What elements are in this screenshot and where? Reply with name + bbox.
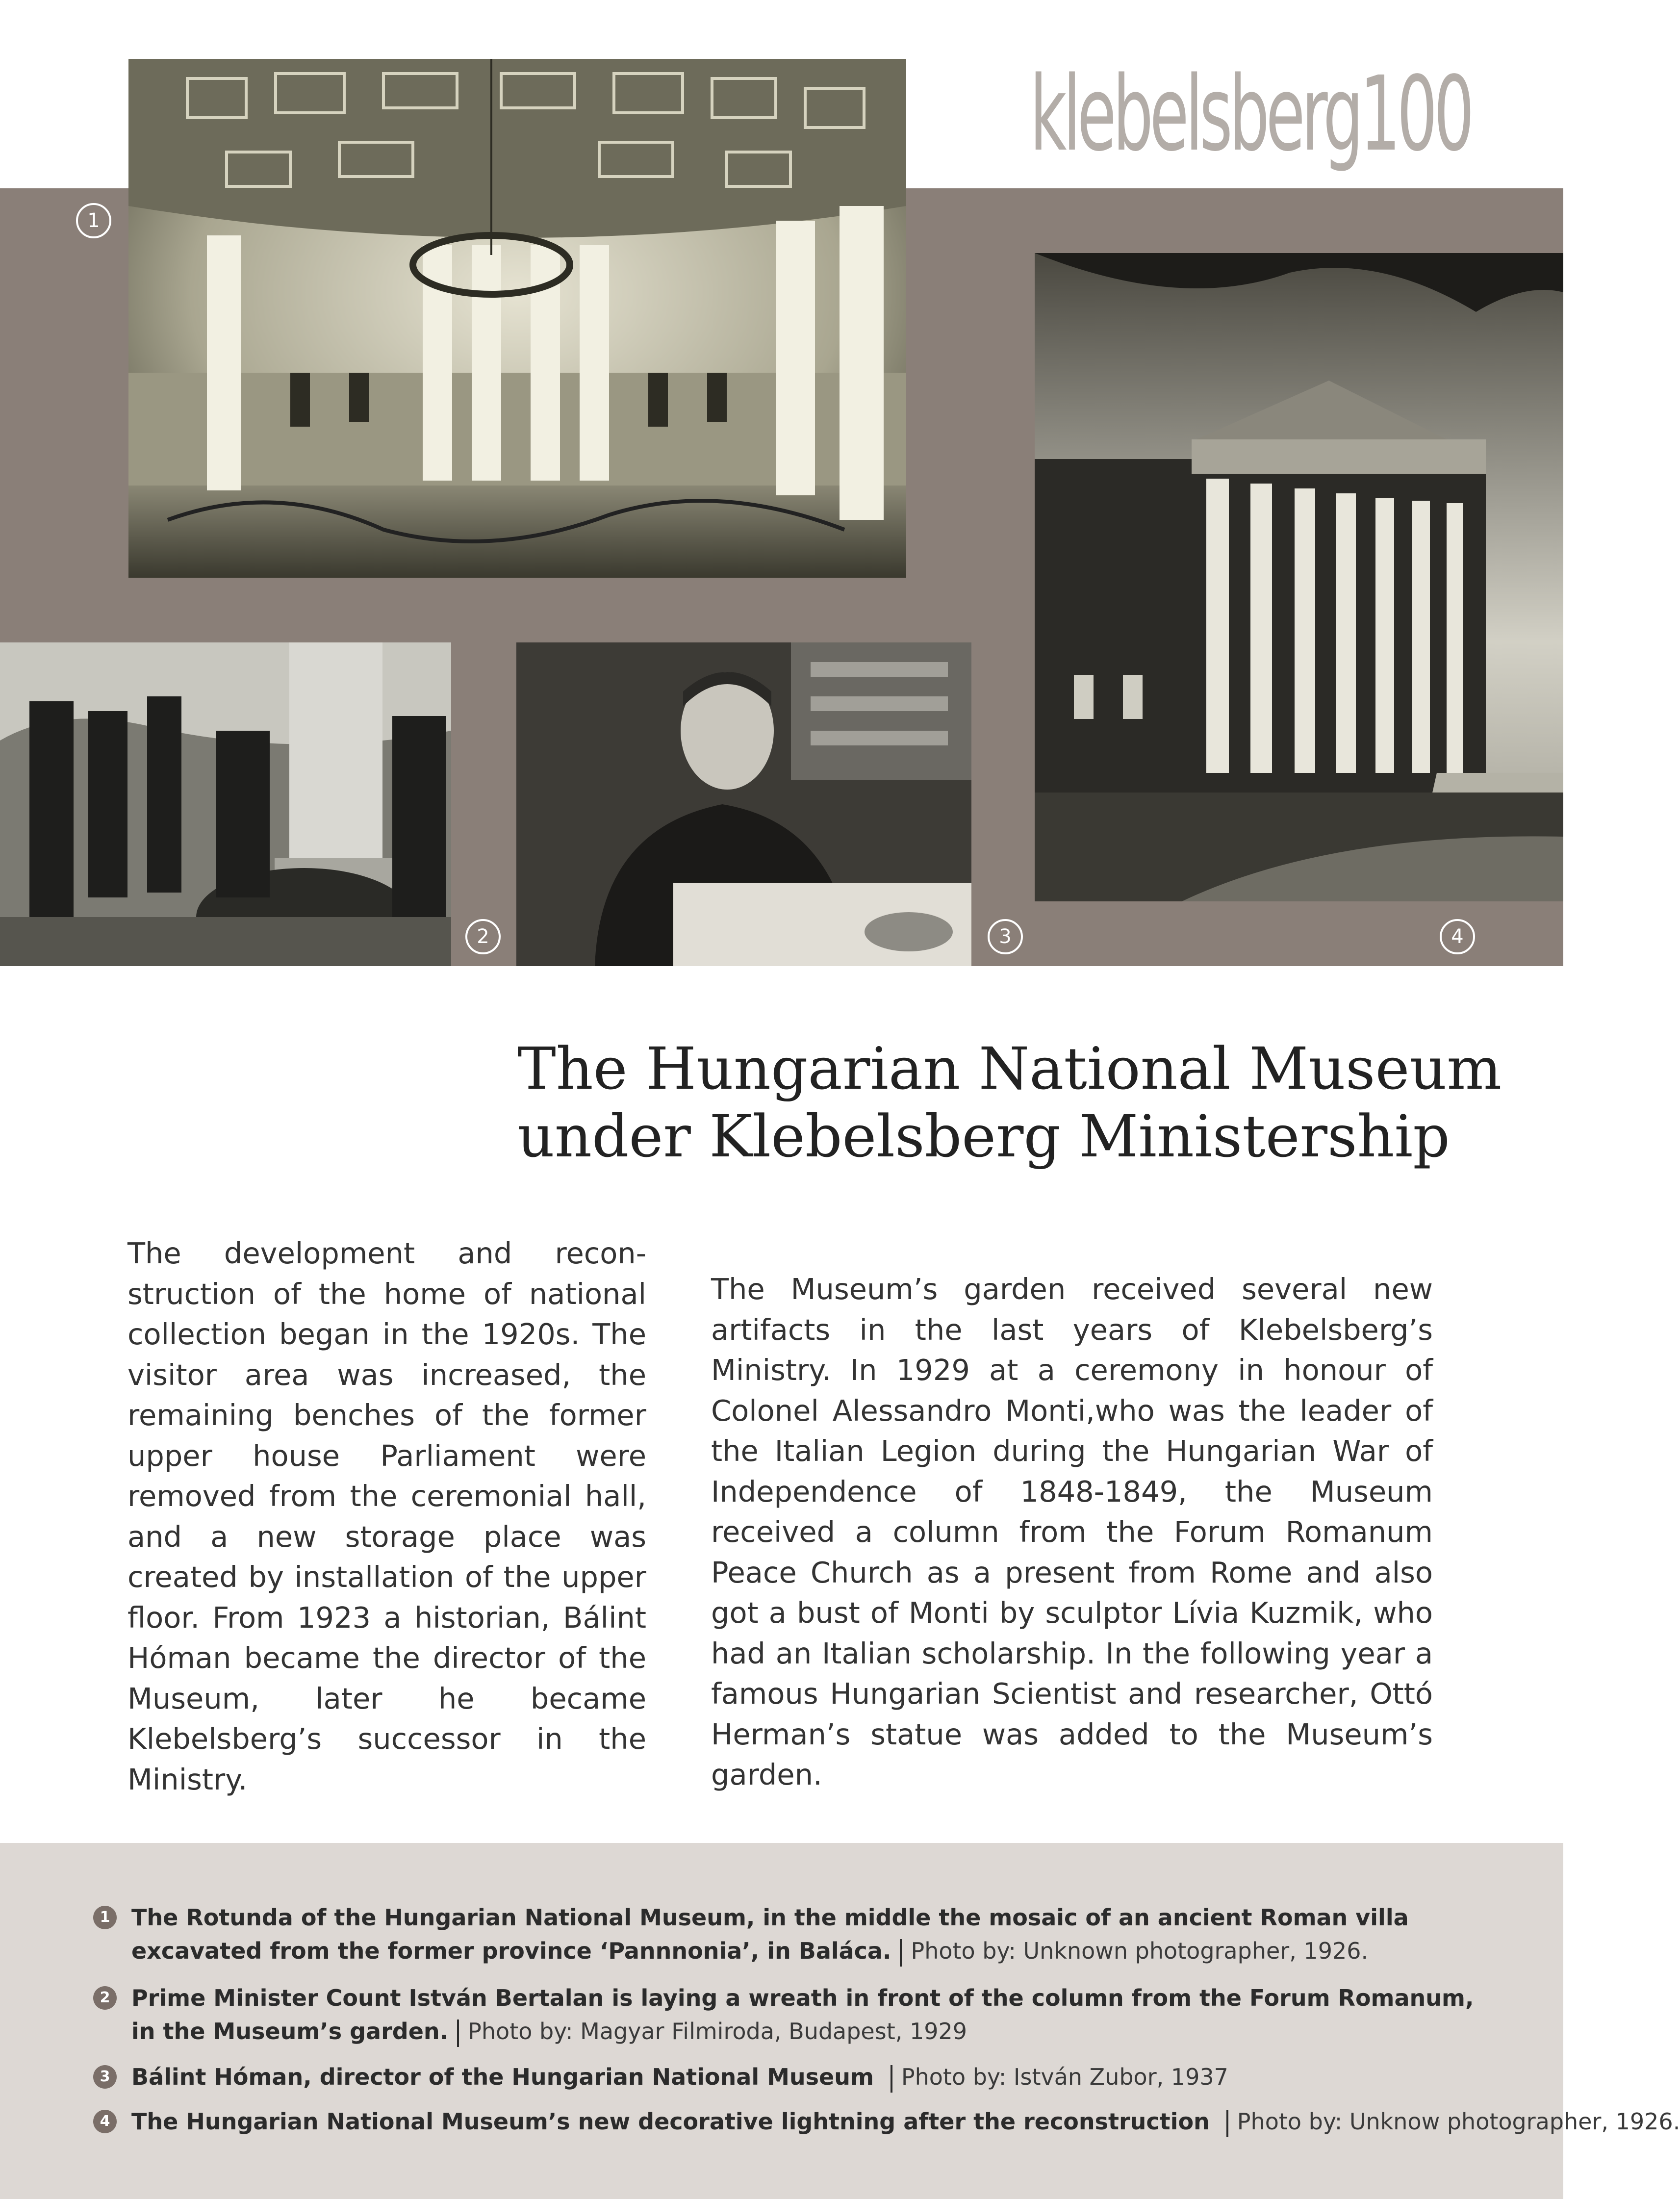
caption-4 — [131, 2105, 1680, 2138]
caption-3 — [131, 2060, 1544, 2094]
photo-wreath-ceremony — [0, 642, 451, 966]
caption-2-credit: Photo by: Magyar Filmiroda, Budapest, 1929 — [468, 2018, 967, 2045]
caption-2-text-line-2: in the Museum’s garden. — [131, 2018, 449, 2045]
svg-text:klebelsberg100: klebelsberg100 — [1030, 54, 1471, 175]
caption-bullet-2: 2 — [93, 1986, 117, 2010]
caption-1-credit: Photo by: Unknown photographer, 1926. — [911, 1938, 1369, 1964]
caption-bullet-1: 1 — [93, 1906, 117, 1929]
caption-bullet-4: 4 — [93, 2110, 117, 2133]
caption-1-text-line-2: excavated from the former province ‘Pannnonia’, in Baláca. — [131, 1938, 891, 1964]
caption-1 — [131, 1901, 1544, 1968]
klebelsberg-logo — [1030, 54, 1471, 177]
caption-separator — [1226, 2110, 1228, 2137]
photo-rotunda — [128, 59, 906, 578]
photo-balint-homan — [516, 642, 971, 966]
photo-number-3: 3 — [988, 919, 1023, 954]
caption-3-credit: Photo by: István Zubor, 1937 — [901, 2064, 1228, 2090]
photo-number-1: 1 — [76, 203, 111, 238]
caption-2-text-line-1: Prime Minister Count István Bertalan is laying a wreath in front of the column from the Forum Romanum, — [131, 1985, 1474, 2011]
caption-4-credit: Photo by: Unknow photographer, 1926. — [1237, 2108, 1680, 2135]
page-title — [517, 1035, 1502, 1170]
caption-2 — [131, 1981, 1544, 2048]
title-line-2: under Klebelsberg Ministership — [517, 1102, 1450, 1170]
caption-separator — [900, 1939, 902, 1967]
body-column-2: The Museum’s garden received several new artifacts in the last years of Klebelsberg’s Ministry. In 1929 at a ceremony in honour of Colonel Alessandro Monti,who was the leader of the Italian Legion during the Hungarian War of Independence of 1848-1849, the Museum received a column from the Forum Romanum Peace Church as a present from Rome and also got a bust of Monti by sculptor Lívia Kuzmik, who had an Italian scholarship. In the following year a famous Hungarian Scientist and researcher, Ottó Herman’s statue was added to the Museum’s garden. — [711, 1272, 1433, 1791]
caption-4-text: The Hungarian National Museum’s new decorative lightning after the reconstruction — [131, 2108, 1210, 2135]
caption-separator — [891, 2065, 892, 2093]
photo-museum-exterior — [1035, 253, 1563, 901]
body-column-1: The development and recon-struction of the home of national collection began in the 1920s. The visitor area was increased, the remaining benches of the former upper house Parliament were removed from the ceremonial hall, and a new storage place was created by installation of the upper floor. From 1923 a historian, Bálint Hóman became the director of the Museum, later he became Klebelsberg’s successor in the Ministry. — [127, 1236, 646, 1796]
title-line-1: The Hungarian National Museum — [517, 1035, 1502, 1102]
caption-3-text: Bálint Hóman, director of the Hungarian National Museum — [131, 2064, 874, 2090]
photo-number-2: 2 — [465, 919, 501, 954]
caption-bullet-3: 3 — [93, 2065, 117, 2089]
caption-1-text-line-1: The Rotunda of the Hungarian National Museum, in the middle the mosaic of an ancient Roman villa — [131, 1904, 1409, 1931]
photo-number-4: 4 — [1440, 919, 1475, 954]
caption-separator — [457, 2020, 459, 2047]
